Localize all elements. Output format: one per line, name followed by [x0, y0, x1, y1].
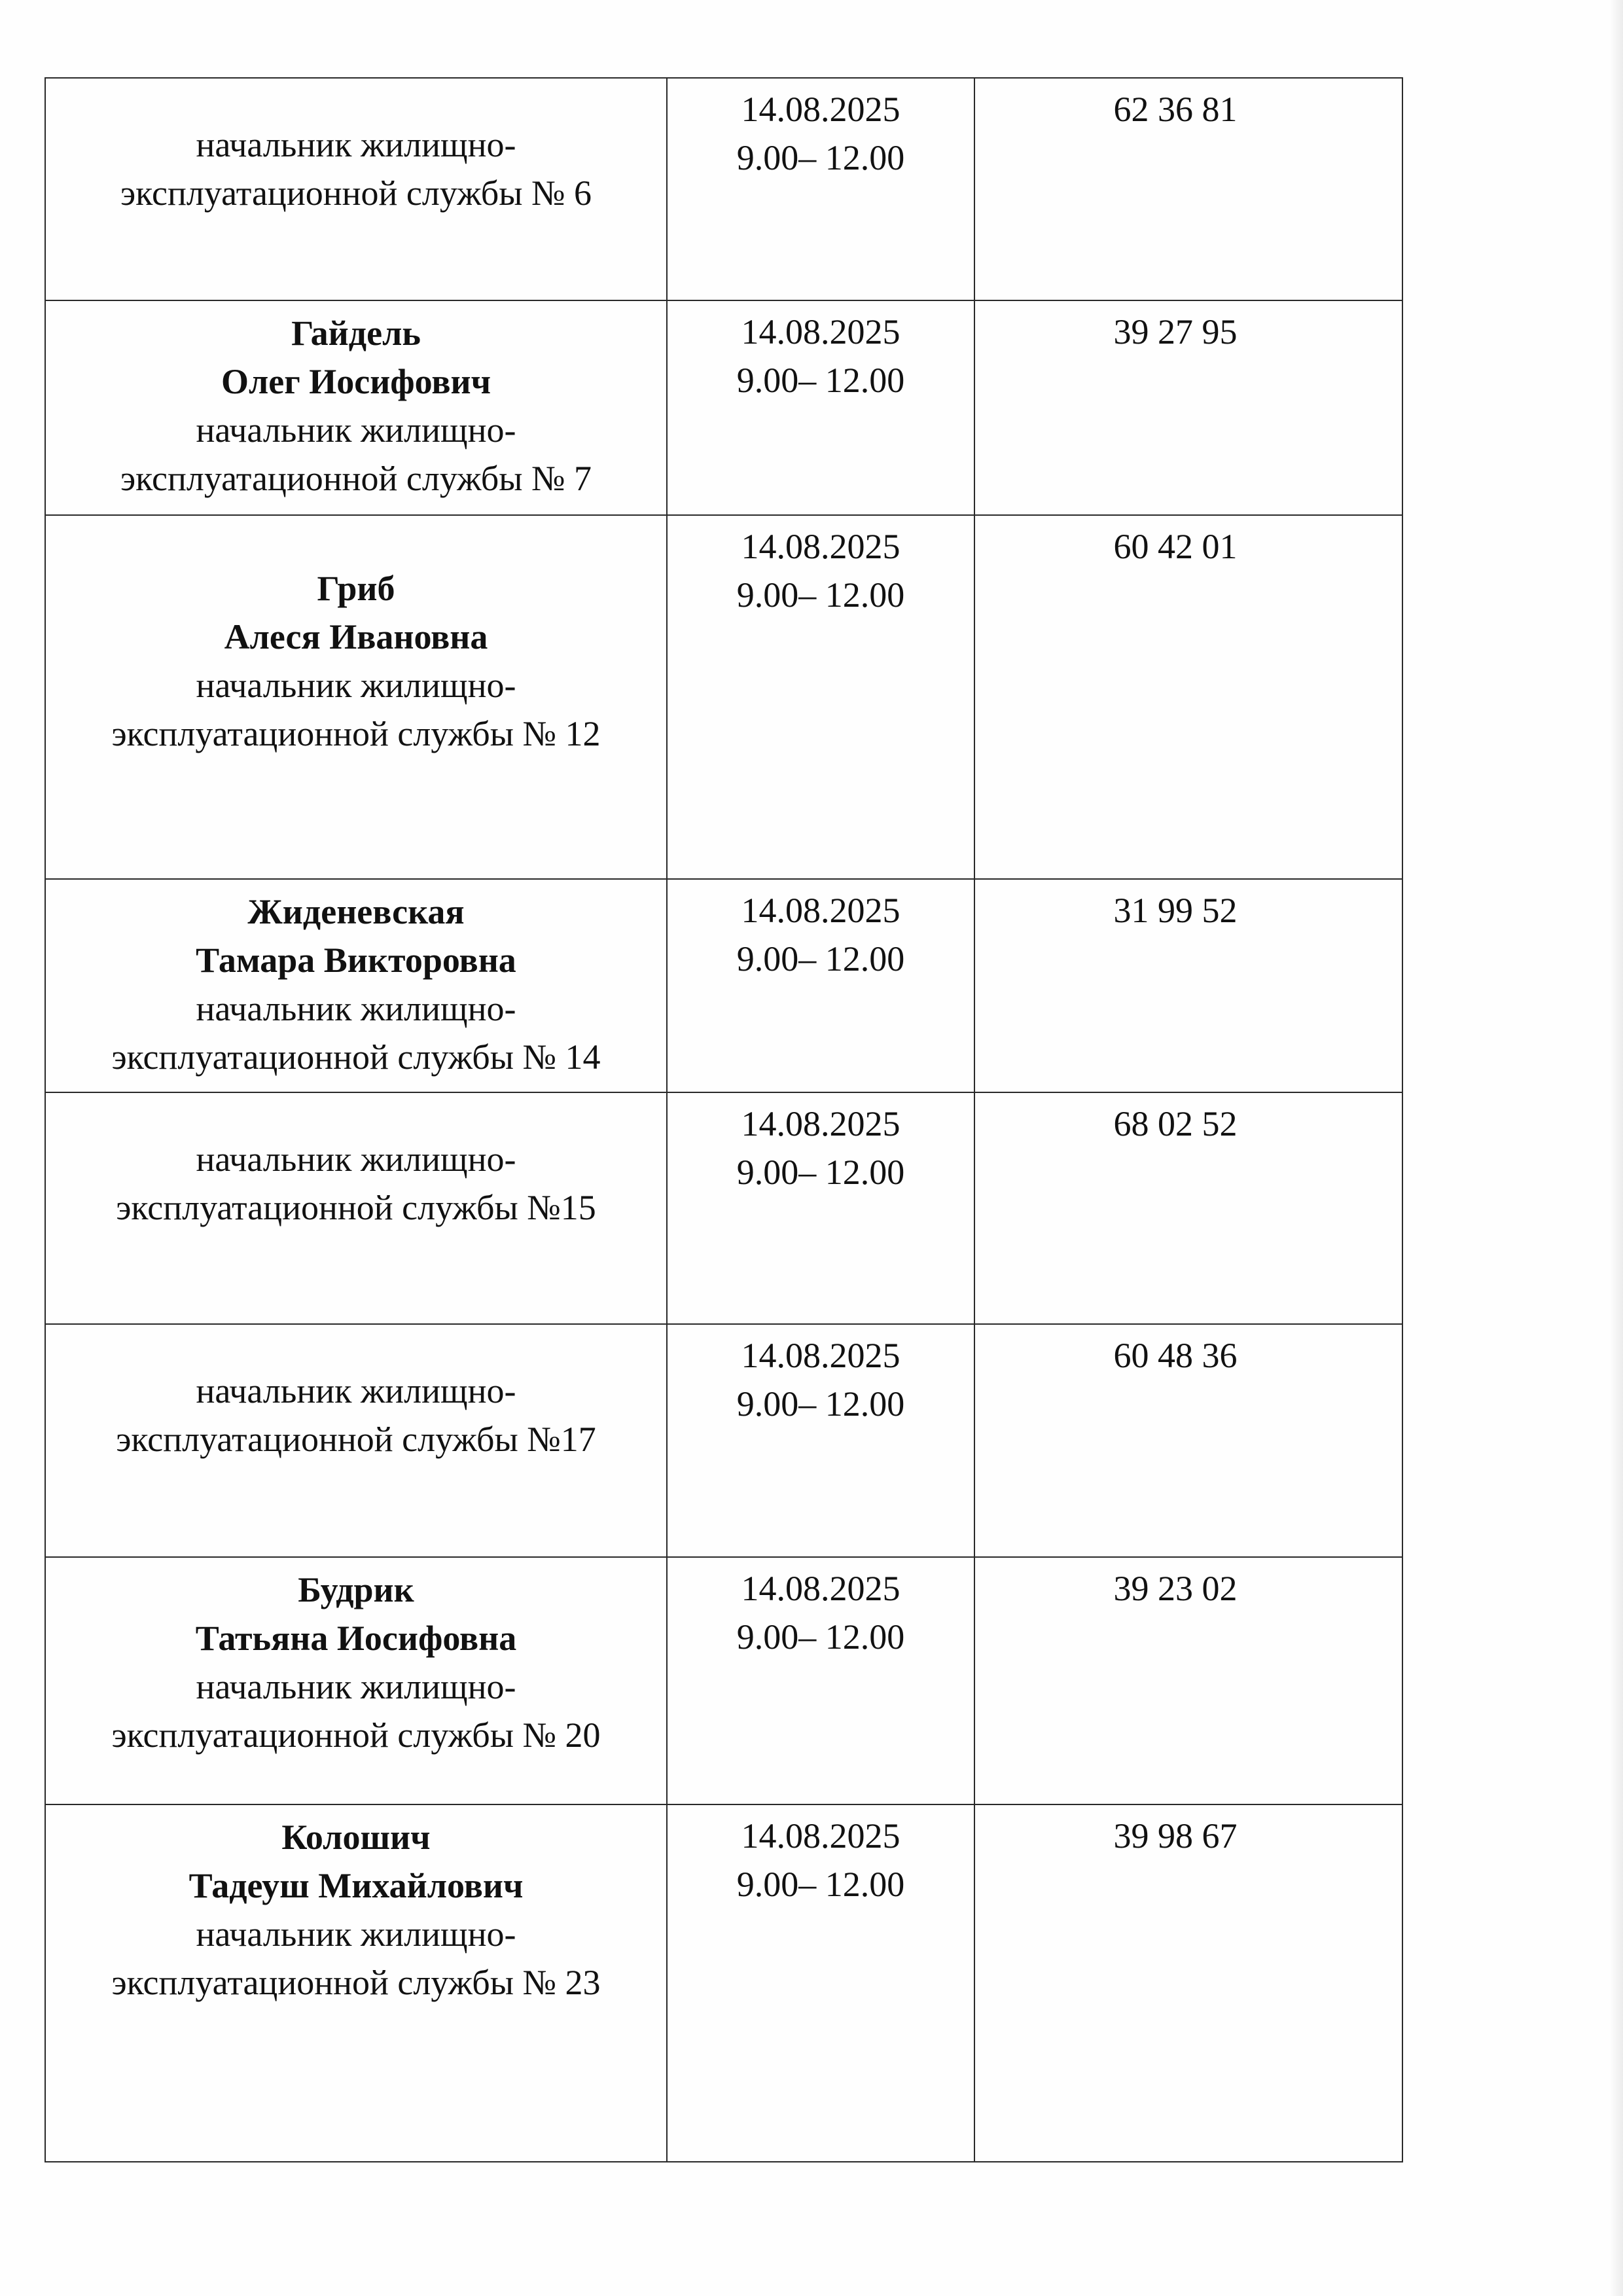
table-row: [45, 1804, 1402, 2162]
official-position: начальник жилищно- эксплуатационной службы № 14: [111, 989, 601, 1077]
phone-cell: [974, 879, 1402, 1092]
reception-time-cell: [667, 1324, 974, 1557]
official-given-names: Татьяна Иосифовна: [195, 1619, 517, 1658]
reception-date: 14.08.2025: [741, 1104, 901, 1143]
official-position: начальник жилищно- эксплуатационной службы № 23: [111, 1914, 601, 2002]
phone-number: 60 48 36: [1113, 1336, 1238, 1375]
official-surname: Гайдель: [291, 314, 421, 353]
official-given-names: Олег Иосифович: [221, 362, 491, 401]
reception-date: 14.08.2025: [741, 90, 901, 129]
official-surname: Колошич: [281, 1818, 431, 1857]
official-position: начальник жилищно- эксплуатационной службы №17: [116, 1371, 596, 1459]
official-cell: [45, 300, 667, 515]
official-position: начальник жилищно- эксплуатационной службы № 6: [120, 125, 592, 213]
phone-number: 68 02 52: [1113, 1104, 1238, 1143]
table-row: [45, 300, 1402, 515]
reception-date: 14.08.2025: [741, 1336, 901, 1375]
official-cell: [45, 879, 667, 1092]
reception-hours: 9.00– 12.00: [736, 1617, 905, 1657]
phone-number: 39 27 95: [1113, 312, 1238, 351]
reception-time-cell: [667, 300, 974, 515]
reception-time-cell: [667, 879, 974, 1092]
official-cell: [45, 1557, 667, 1804]
phone-number: 60 42 01: [1113, 527, 1238, 566]
official-position: начальник жилищно- эксплуатационной службы № 12: [111, 666, 601, 753]
reception-time-cell: [667, 1557, 974, 1804]
reception-time-cell: [667, 1804, 974, 2162]
reception-time-cell: [667, 515, 974, 879]
phone-cell: [974, 300, 1402, 515]
reception-hours: 9.00– 12.00: [736, 1153, 905, 1192]
reception-hours: 9.00– 12.00: [736, 1865, 905, 1904]
reception-date: 14.08.2025: [741, 1816, 901, 1856]
table-row: [45, 1092, 1402, 1324]
phone-number: 31 99 52: [1113, 891, 1238, 930]
official-given-names: Алеся Ивановна: [224, 617, 488, 656]
official-cell: [45, 515, 667, 879]
official-surname: Жиденевская: [247, 892, 465, 931]
official-given-names: Тамара Викторовна: [196, 941, 516, 980]
official-position: начальник жилищно- эксплуатационной службы № 7: [120, 410, 592, 498]
reception-date: 14.08.2025: [741, 312, 901, 351]
reception-schedule-table: [45, 77, 1403, 2162]
reception-date: 14.08.2025: [741, 891, 901, 930]
phone-cell: [974, 1557, 1402, 1804]
phone-number: 62 36 81: [1113, 90, 1238, 129]
reception-date: 14.08.2025: [741, 527, 901, 566]
phone-cell: [974, 515, 1402, 879]
reception-time-cell: [667, 1092, 974, 1324]
official-surname: Будрик: [298, 1570, 414, 1609]
official-surname: Гриб: [317, 569, 395, 608]
reception-hours: 9.00– 12.00: [736, 138, 905, 177]
official-position: начальник жилищно- эксплуатационной службы № 20: [111, 1667, 601, 1755]
reception-hours: 9.00– 12.00: [736, 575, 905, 615]
reception-hours: 9.00– 12.00: [736, 939, 905, 978]
phone-cell: [974, 1092, 1402, 1324]
official-cell: [45, 78, 667, 300]
official-given-names: Тадеуш Михайлович: [188, 1866, 524, 1905]
official-cell: [45, 1324, 667, 1557]
reception-time-cell: [667, 78, 974, 300]
phone-cell: [974, 1804, 1402, 2162]
table-row: [45, 1324, 1402, 1557]
table-row: [45, 78, 1402, 300]
phone-cell: [974, 1324, 1402, 1557]
reception-hours: 9.00– 12.00: [736, 1384, 905, 1424]
phone-number: 39 98 67: [1113, 1816, 1238, 1856]
table-row: [45, 879, 1402, 1092]
scan-edge: [1609, 0, 1623, 2296]
table-row: [45, 515, 1402, 879]
phone-cell: [974, 78, 1402, 300]
reception-date: 14.08.2025: [741, 1569, 901, 1608]
table-row: [45, 1557, 1402, 1804]
official-position: начальник жилищно- эксплуатационной службы №15: [116, 1139, 596, 1227]
reception-hours: 9.00– 12.00: [736, 361, 905, 400]
official-cell: [45, 1804, 667, 2162]
official-cell: [45, 1092, 667, 1324]
phone-number: 39 23 02: [1113, 1569, 1238, 1608]
